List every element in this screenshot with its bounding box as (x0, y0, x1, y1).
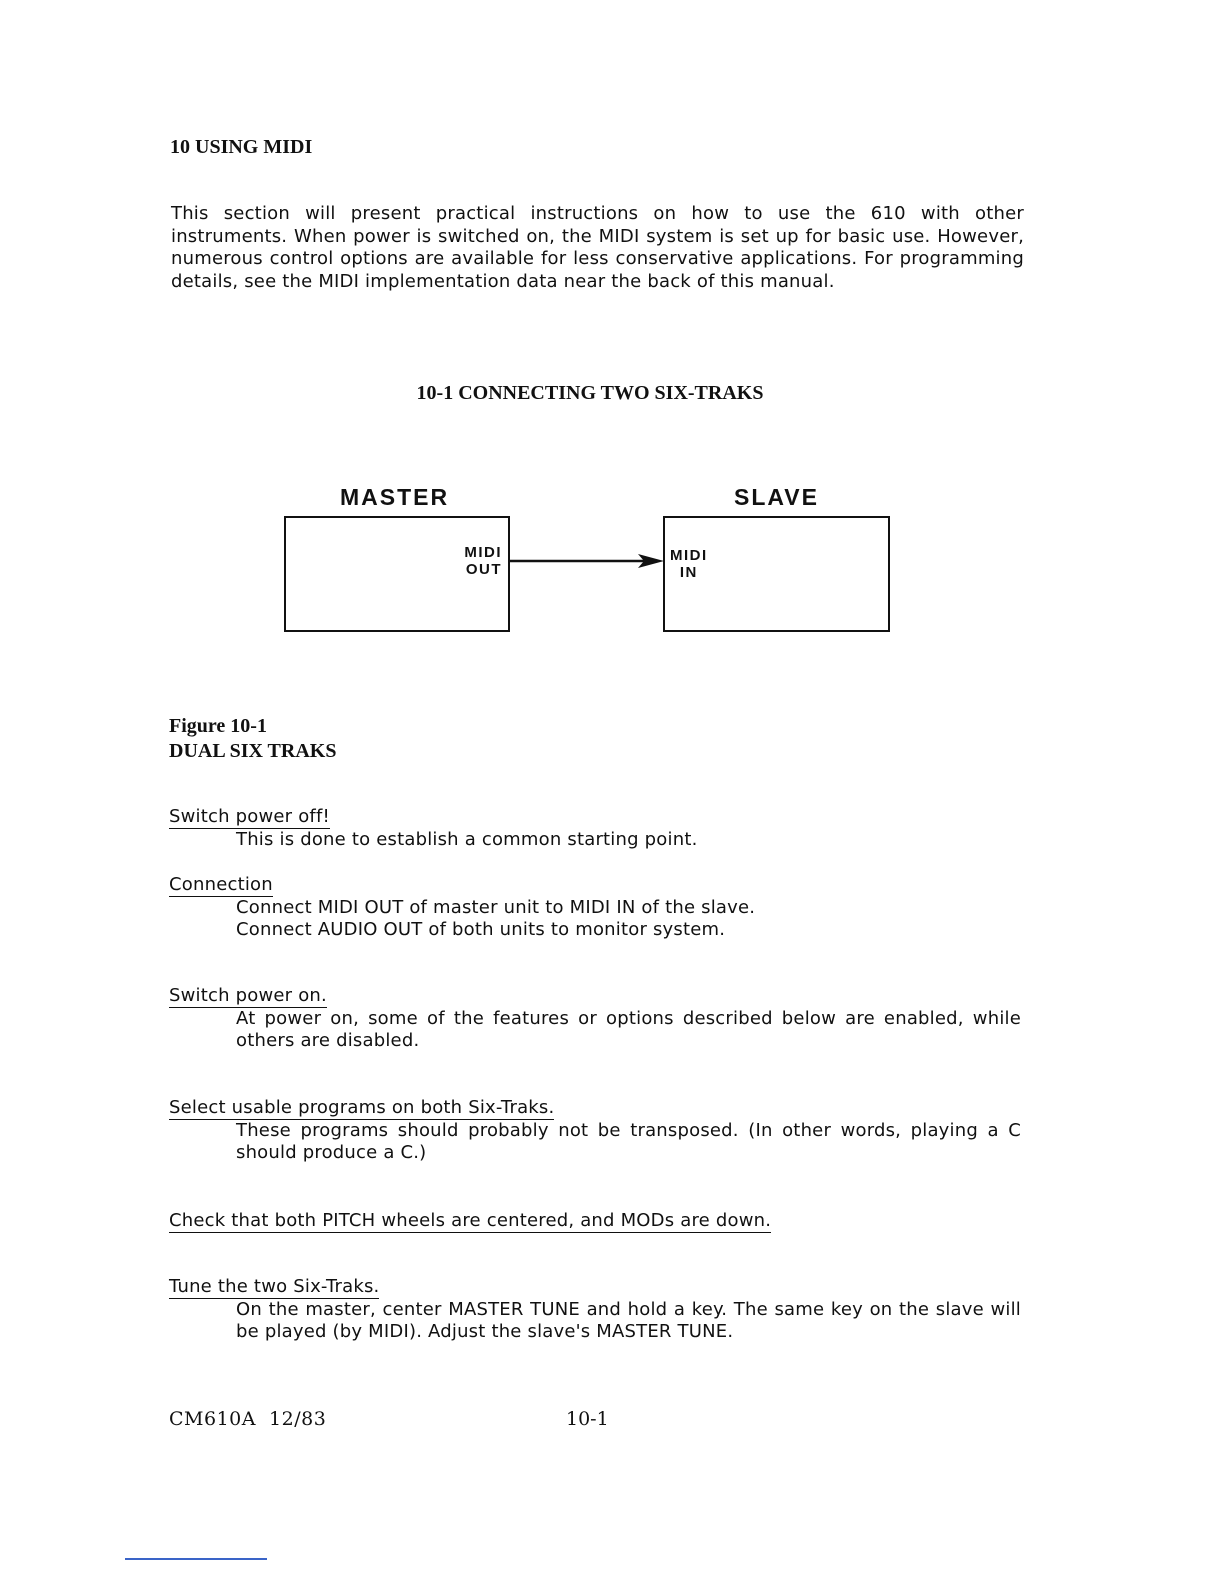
step-title: Tune the two Six-Traks. (169, 1276, 380, 1297)
intro-paragraph: This section will present practical instructions on how to use the 610 with other instruments. When power is switched on, the MIDI system is set up for basic use. However, numerous control options are available for less conservative applications. For programming details, see the MIDI implementation data near the back of this manual. (171, 203, 1024, 292)
step-title: Check that both PITCH wheels are centered, and MODs are down. (169, 1210, 772, 1231)
subsection-heading: 10-1 CONNECTING TWO SIX-TRAKS (416, 382, 764, 404)
master-label: MASTER (340, 484, 450, 510)
bottom-divider (125, 1558, 267, 1560)
slave-label: SLAVE (734, 484, 819, 510)
step-body-line: These programs should probably not be transposed. (In other words, playing a C should produce a C.) (236, 1120, 1021, 1163)
step-body (236, 829, 698, 851)
step-body-line: At power on, some of the features or options described below are enabled, while others are disabled. (236, 1008, 1021, 1051)
step-body (236, 1299, 1021, 1343)
midi-in-label-line1: MIDI (670, 547, 708, 564)
step-title: Select usable programs on both Six-Traks. (169, 1097, 555, 1118)
figure-number: Figure 10-1 (169, 715, 267, 737)
step-switch-power-off (169, 806, 698, 851)
step-body-line: This is done to establish a common starting point. (236, 829, 698, 850)
step-body-line: Connect AUDIO OUT of both units to monitor system. (236, 919, 726, 940)
connection-diagram (270, 470, 910, 650)
step-body (236, 1008, 1021, 1052)
midi-out-label-line2: OUT (465, 561, 502, 578)
figure-caption (169, 714, 336, 764)
step-select-programs (169, 1097, 1021, 1164)
midi-in-label-line2: IN (679, 564, 698, 581)
step-connection (169, 874, 755, 941)
step-body-line: Connect MIDI OUT of master unit to MIDI IN of the slave. (236, 897, 756, 918)
step-title: Connection (169, 874, 273, 895)
step-body (236, 897, 755, 941)
step-switch-power-on (169, 985, 1021, 1052)
step-check-wheels (169, 1210, 771, 1233)
figure-title: DUAL SIX TRAKS (169, 740, 337, 762)
section-heading: 10 USING MIDI (170, 136, 313, 158)
step-tune (169, 1276, 1021, 1343)
step-title: Switch power on. (169, 985, 327, 1006)
footer-page-number: 10-1 (566, 1408, 609, 1430)
footer-doc-id: CM610A 12/83 (169, 1408, 327, 1430)
midi-cable-arrow (270, 470, 910, 650)
step-body-line: On the master, center MASTER TUNE and hold a key. The same key on the slave will be played (by MIDI). Adjust the slave's MASTER TUNE. (236, 1299, 1021, 1342)
step-body (236, 1120, 1021, 1164)
step-title: Switch power off! (169, 806, 330, 827)
midi-out-label-line1: MIDI (464, 544, 502, 561)
